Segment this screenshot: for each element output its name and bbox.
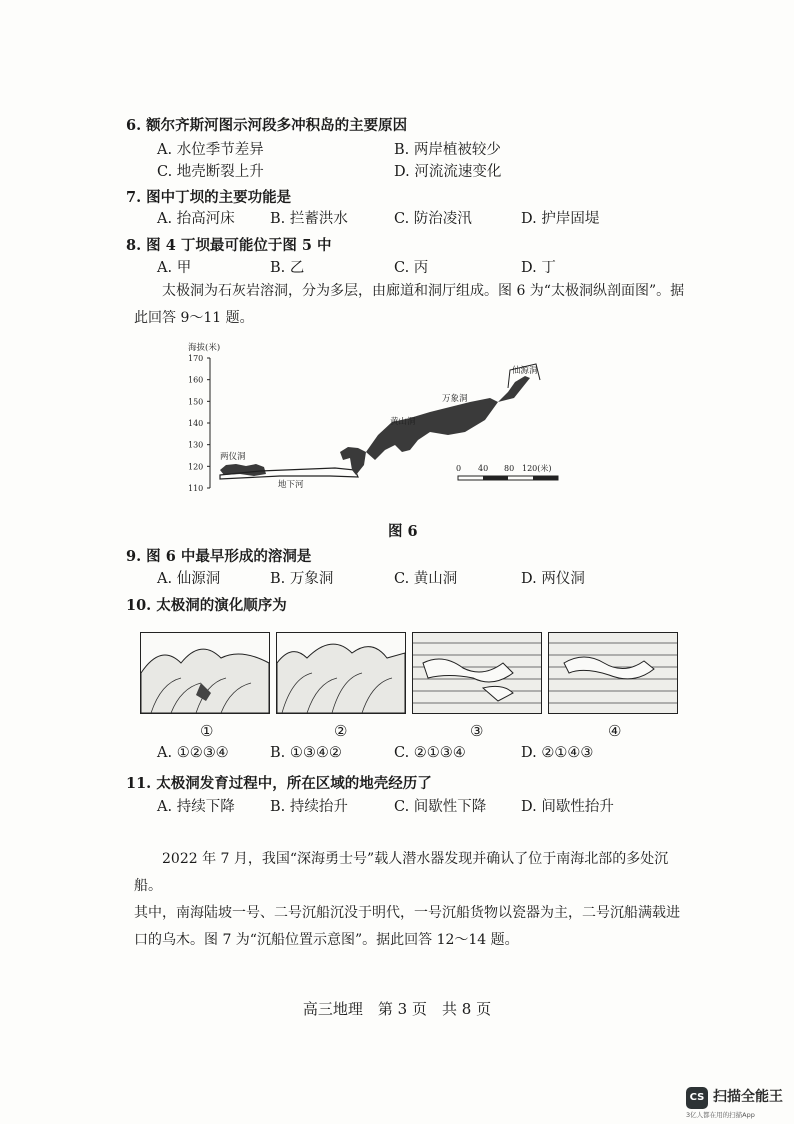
xianyuan-cave-shape	[498, 376, 530, 402]
y-tick-label: 110	[188, 484, 204, 493]
panel-1-drawing	[141, 633, 269, 713]
intro-1-line-2: 此回答 9～11 题。	[134, 310, 254, 326]
panel-label-1: ①	[200, 722, 214, 740]
question-9-stem: 9. 图 6 中最早形成的溶洞是	[126, 548, 312, 565]
huangshan-wanxiang-cave-shape	[366, 398, 498, 460]
panel-4-drawing	[549, 633, 677, 713]
scale-label-40: 40	[478, 464, 489, 473]
question-7-option-a[interactable]: A. 抬高河床	[157, 211, 235, 227]
question-7-option-c[interactable]: C. 防治凌汛	[394, 211, 472, 227]
panel-label-3: ③	[470, 722, 484, 740]
label-xianyuan-cave: 仙源洞	[512, 366, 538, 376]
question-10-option-a[interactable]: A. ①②③④	[157, 745, 229, 761]
question-10-option-d[interactable]: D. ②①④③	[521, 745, 594, 761]
panel-2-drawing	[277, 633, 405, 713]
figure-6-ylabel: 海拔(米)	[188, 343, 221, 353]
question-11-option-c[interactable]: C. 间歇性下降	[394, 799, 487, 815]
question-9-option-d[interactable]: D. 两仪洞	[521, 571, 585, 587]
question-7-stem: 7. 图中丁坝的主要功能是	[126, 189, 292, 206]
evolution-panel-4	[548, 632, 678, 714]
evolution-panel-2	[276, 632, 406, 714]
intro-2-line-3: 口的乌木。图 7 为“沉船位置示意图”。据此回答 12～14 题。	[134, 932, 519, 948]
question-8-option-c[interactable]: C. 丙	[394, 260, 429, 276]
question-6-option-a[interactable]: A. 水位季节差异	[157, 142, 264, 158]
question-7-option-b[interactable]: B. 拦蓄洪水	[270, 211, 348, 227]
intro-2-line-1: 2022 年 7 月，我国“深海勇士号”载人潜水器发现并确认了位于南海北部的多处沉船。	[134, 851, 669, 894]
question-8-option-a[interactable]: A. 甲	[157, 260, 192, 276]
question-6-stem: 6. 额尔齐斯河图示河段多冲积岛的主要原因	[126, 117, 408, 134]
evolution-panel-1	[140, 632, 270, 714]
intro-2-line-2: 其中，南海陆坡一号、二号沉船沉没于明代，一号沉船货物以瓷器为主，二号沉船满载进	[134, 905, 680, 921]
question-8-stem: 8. 图 4 丁坝最可能位于图 5 中	[126, 237, 332, 254]
question-10-option-c[interactable]: C. ②①③④	[394, 745, 466, 761]
y-tick-label: 150	[188, 397, 204, 407]
intro-passage-2	[134, 846, 694, 954]
y-tick-label: 120	[188, 462, 204, 472]
intro-passage-1	[134, 278, 694, 332]
scale-label-0: 0	[456, 464, 462, 473]
question-8-option-b[interactable]: B. 乙	[270, 260, 305, 276]
y-tick-label: 160	[188, 375, 204, 385]
question-9-option-b[interactable]: B. 万象洞	[270, 571, 334, 587]
label-underground-river: 地下河	[278, 480, 304, 490]
y-tick-label: 140	[188, 419, 204, 428]
shaft-cave-shape	[340, 447, 366, 475]
question-11-option-b[interactable]: B. 持续抬升	[270, 799, 348, 815]
question-8-option-d[interactable]: D. 丁	[521, 260, 556, 276]
label-wanxiang-cave: 万象洞	[442, 394, 468, 404]
figure-6-cave-profile	[180, 340, 580, 500]
intro-1-line-1: 太极洞为石灰岩溶洞，分为多层，由廊道和洞厅组成。图 6 为“太极洞纵剖面图”。据	[162, 283, 685, 299]
label-liangyi-cave: 两仪洞	[220, 452, 246, 462]
watermark-subtitle: 3亿人都在用的扫描App	[686, 1111, 755, 1119]
question-6-option-d[interactable]: D. 河流流速变化	[394, 164, 502, 180]
watermark-name: 扫描全能王	[713, 1089, 783, 1105]
question-6-option-c[interactable]: C. 地壳断裂上升	[157, 164, 264, 180]
scale-bar-fill-2	[533, 476, 558, 480]
scale-label-120: 120(米)	[522, 464, 552, 473]
question-11-option-a[interactable]: A. 持续下降	[157, 799, 235, 815]
question-11-option-d[interactable]: D. 间歇性抬升	[521, 799, 614, 815]
question-9-option-a[interactable]: A. 仙源洞	[157, 571, 221, 587]
question-7-option-d[interactable]: D. 护岸固堤	[521, 211, 600, 227]
question-11-stem: 11. 太极洞发育过程中，所在区域的地壳经历了	[126, 775, 432, 792]
panel-label-2: ②	[334, 722, 348, 740]
evolution-panel-3	[412, 632, 542, 714]
y-tick-label: 130	[188, 440, 204, 450]
question-10-stem: 10. 太极洞的演化顺序为	[126, 597, 287, 614]
panel-label-4: ④	[608, 722, 622, 740]
scale-label-80: 80	[504, 464, 515, 473]
panel-3-drawing	[413, 633, 541, 713]
figure-6-caption: 图 6	[388, 523, 418, 540]
question-10-option-b[interactable]: B. ①③④②	[270, 745, 342, 761]
label-huangshan-cave: 黄山洞	[390, 417, 416, 427]
question-6-option-b[interactable]: B. 两岸植被较少	[394, 142, 501, 158]
question-9-option-c[interactable]: C. 黄山洞	[394, 571, 458, 587]
y-tick-label: 170	[188, 354, 204, 363]
scale-bar-fill-1	[483, 476, 508, 480]
page-footer: 高三地理 第 3 页 共 8 页	[302, 1000, 492, 1018]
camscanner-logo-icon: CS	[686, 1087, 708, 1109]
